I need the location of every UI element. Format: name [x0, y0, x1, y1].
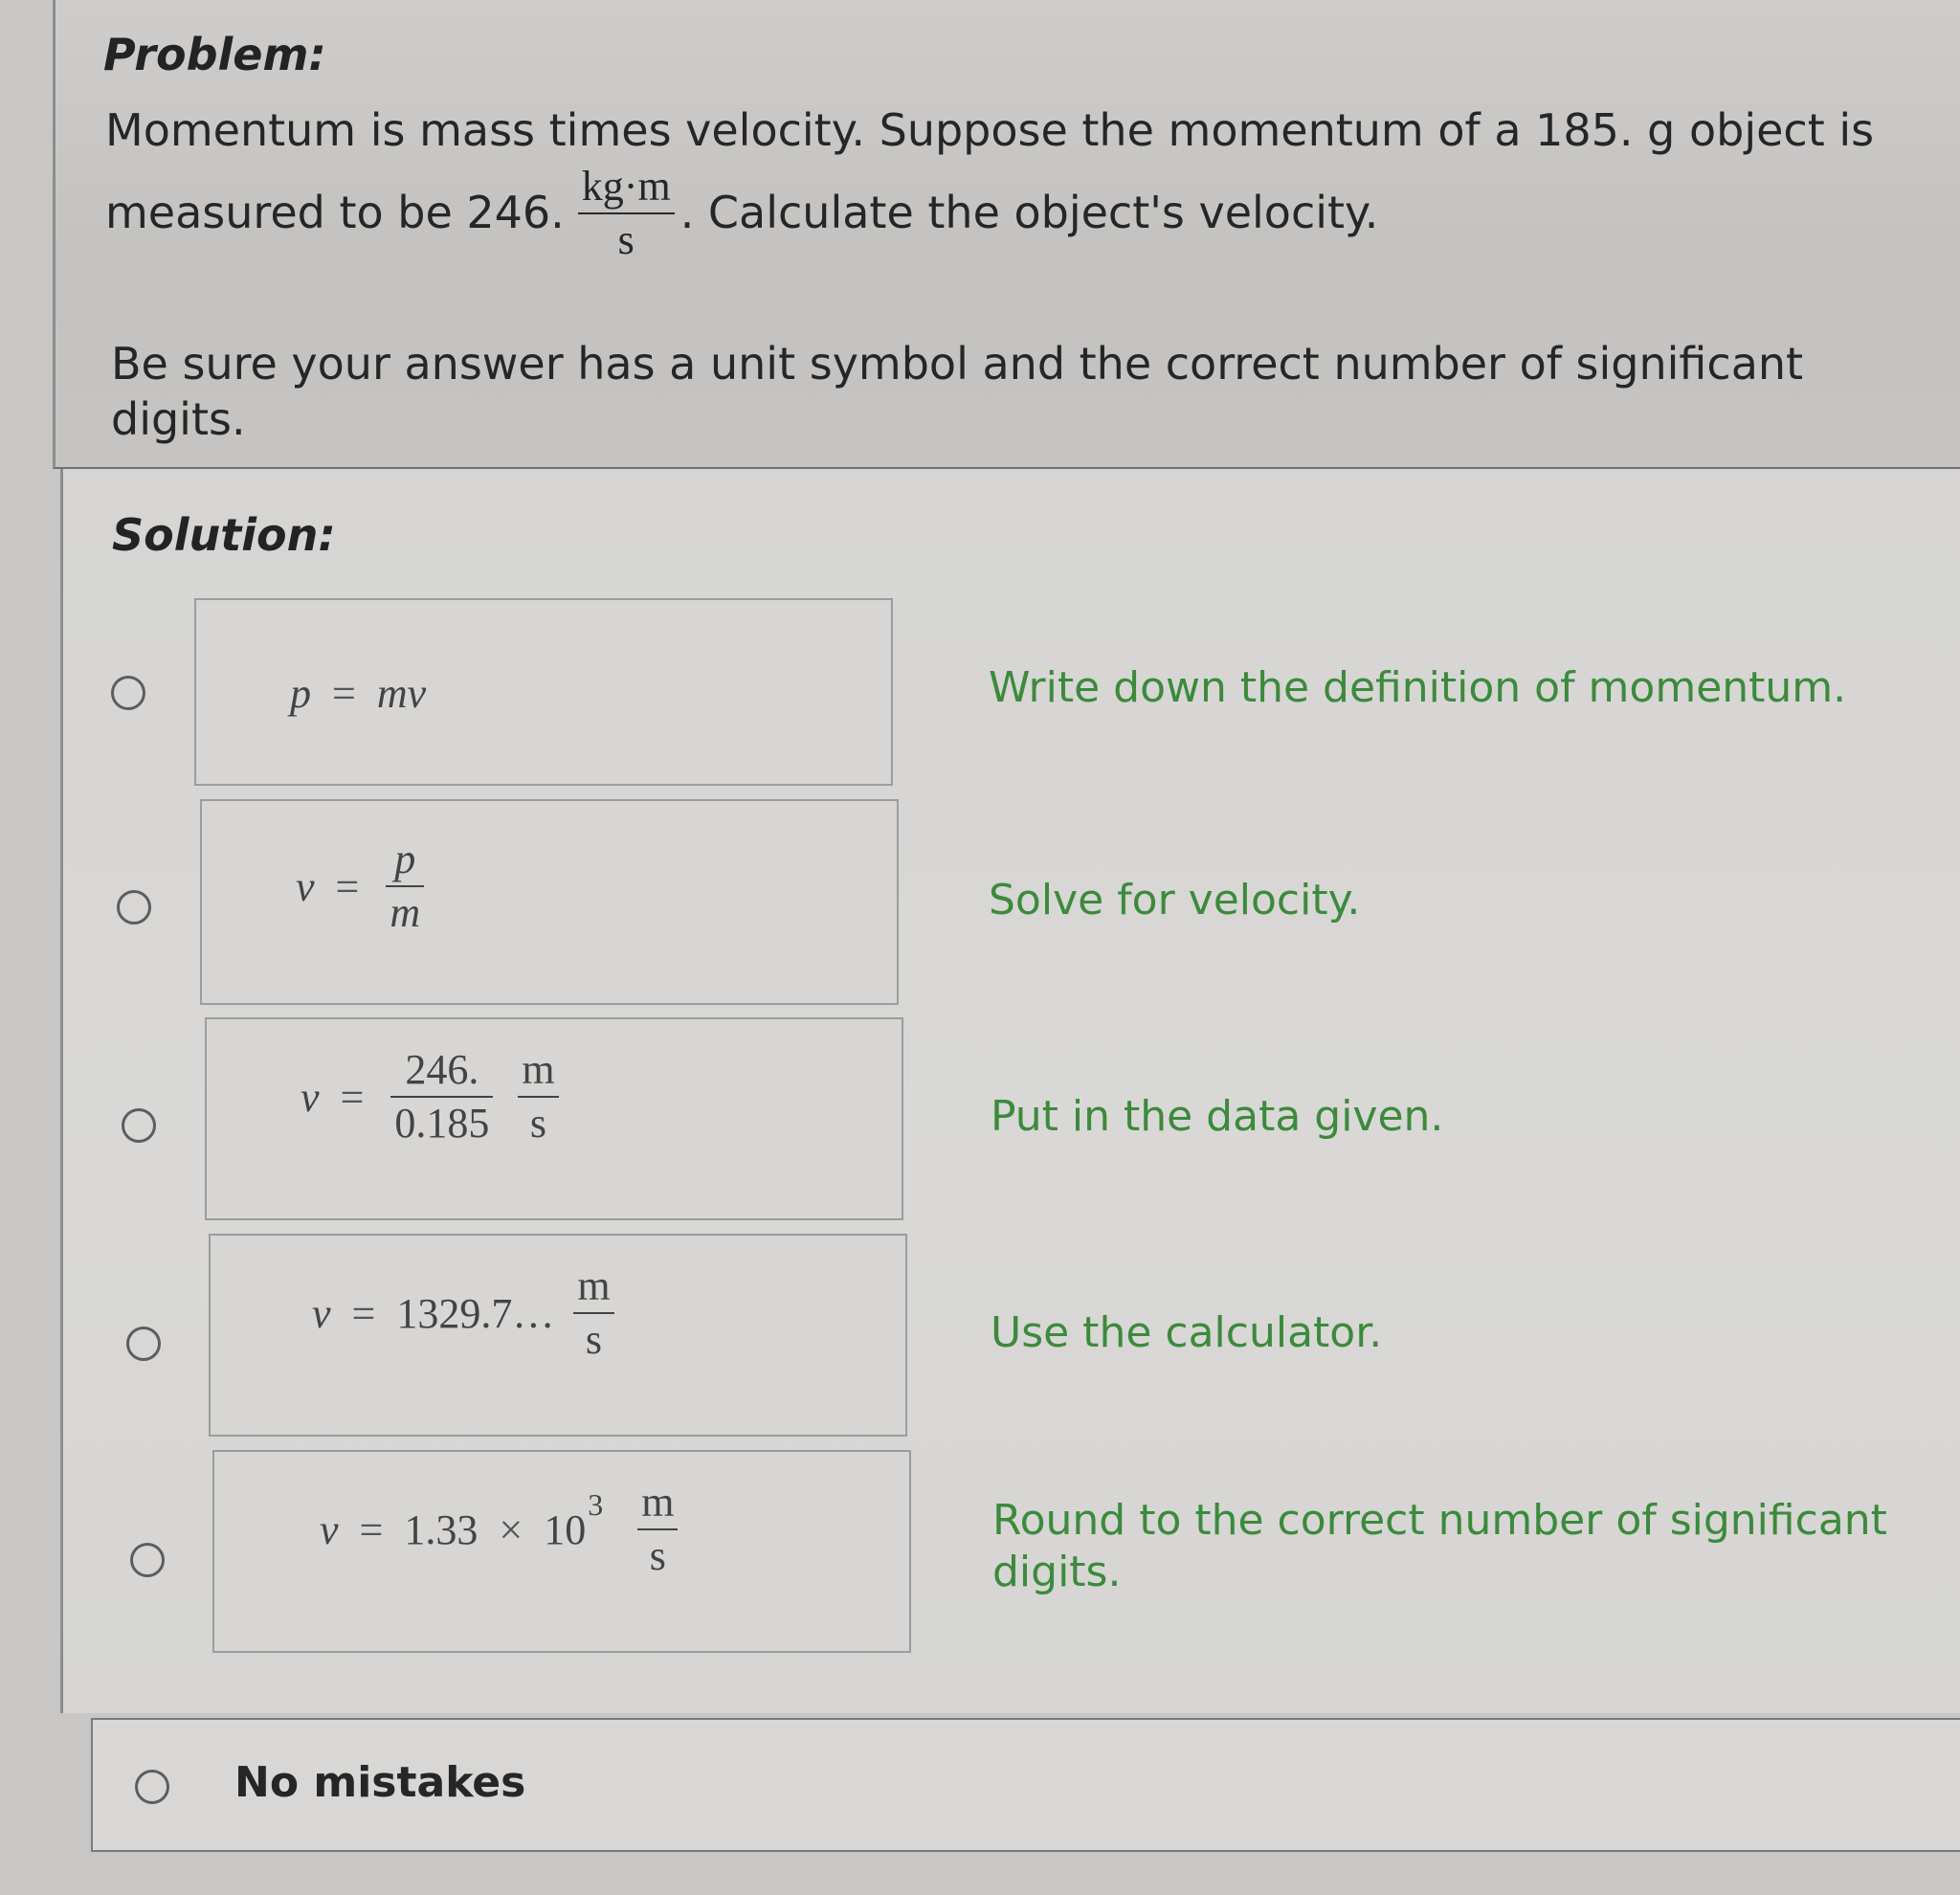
step-4-unit-numerator: m [577, 1262, 611, 1309]
step-1-equation [290, 669, 426, 718]
step-4-lhs: v [312, 1289, 331, 1337]
momentum-unit-numerator: kg·m [581, 163, 671, 210]
no-mistakes-option[interactable] [91, 1718, 1960, 1852]
problem-line-2-prefix: measured to be 246. [105, 187, 565, 239]
problem-line-1: Momentum is mass times velocity. Suppose the momentum of a 185. g object is [105, 104, 1875, 156]
problem-line-2 [105, 165, 1378, 262]
step-5-radio[interactable] [130, 1543, 165, 1577]
problem-line-2-suffix: . Calculate the object's velocity. [679, 187, 1379, 239]
step-3-equation [301, 1048, 565, 1146]
step-1-explanation: Write down the definition of momentum. [989, 663, 1847, 712]
fraction-bar [518, 1096, 558, 1098]
problem-instruction: Be sure your answer has a unit symbol and the correct number of significant digits. [111, 338, 1804, 445]
step-2-equals: = [335, 862, 360, 910]
step-3-explanation: Put in the data given. [991, 1092, 1444, 1141]
solution-heading: Solution: [112, 509, 336, 561]
momentum-unit-denominator: s [617, 216, 635, 264]
step-5-unit-denominator: s [649, 1532, 666, 1580]
step-1-equation-box[interactable] [194, 598, 893, 786]
step-3-unit-fraction [518, 1048, 558, 1146]
step-3-value-fraction [390, 1048, 493, 1146]
step-3-equation-box[interactable] [205, 1017, 903, 1220]
fraction-bar [578, 212, 675, 214]
step-3-unit-denominator: s [529, 1100, 547, 1148]
step-1-rhs: mv [376, 670, 427, 717]
step-4-equation [312, 1264, 620, 1362]
step-4-unit-fraction [573, 1264, 613, 1362]
step-2-denominator: m [390, 889, 421, 937]
step-4-value: 1329.7… [396, 1289, 555, 1337]
step-3-unit-numerator: m [522, 1046, 555, 1093]
step-2-radio[interactable] [117, 890, 151, 925]
step-2-numerator: p [394, 836, 416, 882]
step-4-explanation: Use the calculator. [991, 1308, 1383, 1357]
step-5-lhs: v [320, 1505, 339, 1553]
fraction-bar [386, 885, 424, 887]
momentum-unit-fraction [578, 165, 675, 262]
step-2-equation-box[interactable] [200, 799, 899, 1005]
step-2-fraction [386, 837, 424, 935]
step-1-equals: = [332, 670, 356, 717]
step-3-radio[interactable] [122, 1108, 156, 1143]
step-5-explanation: Round to the correct number of significant digits. [992, 1496, 1887, 1596]
step-3-denominator: 0.185 [394, 1100, 490, 1148]
step-3-equals: = [340, 1073, 365, 1121]
step-5-equals: = [359, 1505, 384, 1553]
step-1-lhs: p [290, 670, 311, 717]
step-3-numerator: 246. [405, 1046, 479, 1093]
step-4-radio[interactable] [126, 1326, 161, 1361]
step-5-base: 10 [544, 1505, 587, 1553]
step-4-equation-box[interactable] [209, 1234, 907, 1437]
step-5-unit-fraction [637, 1481, 678, 1578]
step-5-unit-numerator: m [641, 1479, 675, 1526]
step-5-equation [320, 1481, 683, 1578]
fraction-bar [637, 1528, 678, 1530]
step-5-equation-box[interactable] [212, 1450, 911, 1653]
step-1-radio[interactable] [111, 676, 145, 710]
step-2-explanation: Solve for velocity. [989, 876, 1361, 925]
step-5-exponent: 3 [588, 1486, 604, 1522]
step-5-times: × [499, 1505, 523, 1553]
step-4-unit-denominator: s [585, 1316, 603, 1364]
problem-heading: Problem: [103, 29, 326, 80]
fraction-bar [390, 1096, 493, 1098]
step-2-lhs: v [296, 862, 315, 910]
step-3-lhs: v [301, 1073, 320, 1121]
step-2-equation [296, 837, 430, 935]
step-4-equals: = [351, 1289, 376, 1337]
fraction-bar [573, 1312, 613, 1314]
step-5-mantissa: 1.33 [404, 1505, 479, 1553]
no-mistakes-label: No mistakes [234, 1758, 526, 1807]
no-mistakes-radio[interactable] [135, 1770, 169, 1804]
problem-panel [53, 0, 1960, 469]
